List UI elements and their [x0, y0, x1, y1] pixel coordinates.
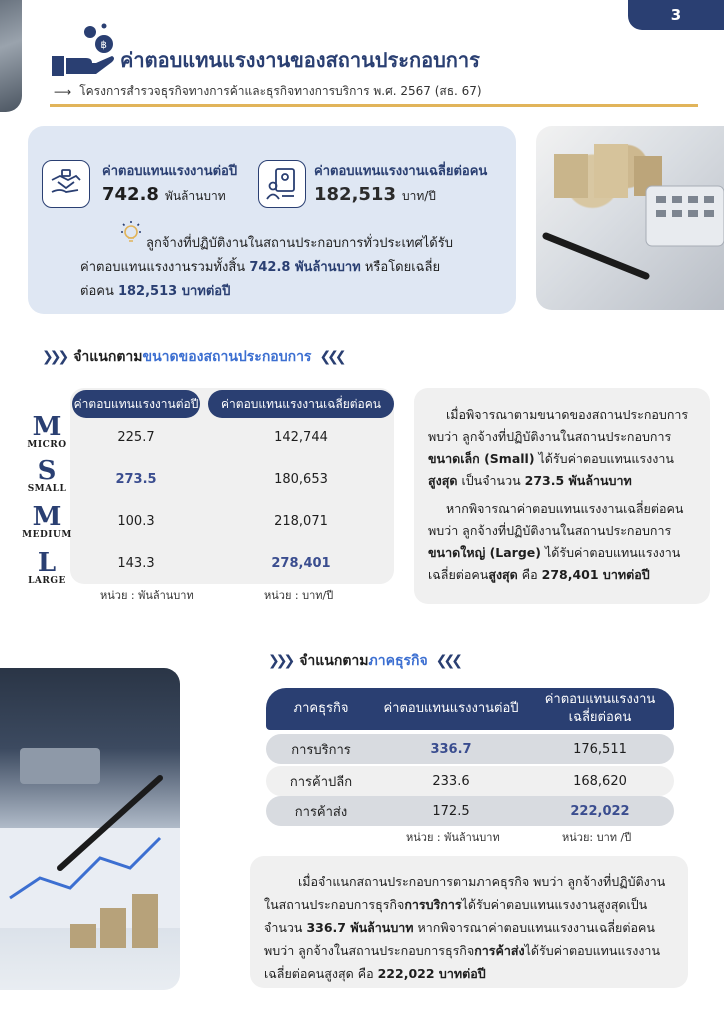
medium-annual: 100.3: [117, 514, 155, 529]
sector-name: การค้าส่ง: [294, 804, 348, 820]
size-col-header-per-person: ค่าตอบแทนแรงงานเฉลี่ยต่อคน: [208, 390, 394, 418]
stat-label-per-person: ค่าตอบแทนแรงงานเฉลี่ยต่อคน: [314, 164, 488, 179]
arrow-right-icon: ⟶: [54, 84, 72, 99]
heading-prefix: จำแนกตาม: [73, 349, 143, 365]
size-note: [414, 388, 710, 604]
title-rest: ของสถานประกอบการ: [290, 48, 480, 72]
corner-photo: [0, 0, 22, 112]
double-chevron-left-icon: ❮❮❮: [435, 653, 459, 669]
stat-unit-per-person: บาท/ปี: [401, 189, 436, 203]
large-per-person: 278,401: [271, 556, 331, 571]
size-name: SMALL: [27, 484, 67, 494]
subtitle-text: โครงการสำรวจธุรกิจทางการค้าและธุรกิจทางการบริการ พ.ศ. 2567 (สธ. 67): [79, 84, 482, 98]
summary-line-1: ลูกจ้างที่ปฏิบัติงานในสถานประกอบการทั่วประเทศได้รับ: [146, 236, 453, 251]
size-name: LARGE: [28, 576, 66, 586]
stat-per-person: [314, 184, 436, 206]
divider: [50, 104, 698, 107]
sector-unit-left: หน่วย : พันล้านบาท: [406, 831, 500, 844]
size-name: MEDIUM: [22, 530, 72, 540]
col3-line2: เฉลี่ยต่อคน: [568, 710, 632, 725]
handshake-money-icon: [42, 160, 90, 208]
size-col-header-annual: ค่าตอบแทนแรงงานต่อปี: [72, 390, 200, 418]
sector-unit-right: หน่วย: บาท /ปี: [562, 831, 632, 844]
sector-annual: 172.5: [432, 803, 470, 819]
size-unit-left: หน่วย : พันล้านบาท: [100, 589, 194, 602]
summary-total-bold: 742.8 พันล้านบาท: [249, 260, 361, 275]
micro-annual: 225.7: [117, 430, 155, 445]
heading-prefix: จำแนกตาม: [299, 653, 369, 669]
summary-text: [80, 232, 500, 304]
size-label-micro: [22, 414, 72, 450]
large-annual: 143.3: [117, 556, 155, 571]
page-number: 3: [628, 0, 724, 30]
summary-line-3: ต่อคน: [80, 284, 118, 299]
size-section-heading: [42, 346, 343, 368]
heading-highlight: ภาคธุรกิจ: [368, 653, 428, 669]
subtitle: [54, 82, 482, 101]
size-letter: M: [32, 412, 62, 442]
sector-col-per-person: [526, 688, 674, 730]
sector-name: การค้าปลีก: [289, 774, 353, 790]
size-label-large: [22, 550, 72, 586]
size-note-p2: หากพิจารณาค่าตอบแทนแรงงานเฉลี่ยต่อคน พบว่า ลูกจ้างที่ปฏิบัติงานในสถานประกอบการ ขนาดใหญ่ (Large) ได้รับค่าตอบแทนแรงงานเฉลี่ยต่อคนสูงสุด คือ 278,401 บาทต่อปี: [428, 501, 684, 582]
summary-average-bold: 182,513 บาทต่อปี: [117, 284, 231, 299]
size-letter: S: [37, 456, 57, 486]
sector-name: การบริการ: [291, 742, 351, 758]
sector-col-annual: ค่าตอบแทนแรงงานต่อปี: [383, 701, 519, 716]
table-row: [266, 766, 674, 796]
size-unit-right: หน่วย : บาท/ปี: [264, 589, 334, 602]
double-chevron-right-icon: ❯❯❯: [42, 349, 66, 365]
sector-per-person: 176,511: [573, 741, 627, 757]
sector-col-sector: ภาคธุรกิจ: [293, 701, 349, 716]
title-accent: ค่าตอบแทนแรงงาน: [120, 48, 291, 72]
col3-line1: ค่าตอบแทนแรงงาน: [544, 692, 656, 707]
size-name: MICRO: [27, 440, 67, 450]
sector-section-heading: [268, 650, 459, 672]
stat-annual: [102, 184, 226, 206]
stat-label-annual: ค่าตอบแทนแรงงานต่อปี: [102, 164, 238, 179]
coins-calculator-photo: [536, 126, 724, 310]
small-annual: 273.5: [115, 472, 157, 487]
page-title: [120, 44, 480, 76]
summary-line-2-post: หรือโดยเฉลี่ย: [360, 260, 441, 275]
small-per-person: 180,653: [274, 472, 328, 487]
size-label-medium: [18, 504, 76, 540]
micro-per-person: 142,744: [274, 430, 328, 445]
double-chevron-left-icon: ❮❮❮: [319, 349, 343, 365]
size-label-small: [22, 458, 72, 494]
sector-table-header: [266, 688, 674, 730]
sector-per-person: 168,620: [573, 773, 627, 789]
sector-per-person: 222,022: [570, 803, 630, 819]
stat-unit-annual: พันล้านบาท: [164, 189, 226, 203]
stat-value-per-person: 182,513: [314, 184, 396, 205]
table-row: [266, 734, 674, 764]
sector-annual: 233.6: [432, 773, 470, 789]
stat-value-annual: 742.8: [102, 184, 159, 205]
hand-coins-icon: [52, 22, 116, 78]
summary-line-2: ค่าตอบแทนแรงงานรวมทั้งสิ้น: [80, 260, 250, 275]
sector-annual: 336.7: [430, 741, 472, 757]
sector-note-text: เมื่อจำแนกสถานประกอบการตามภาคธุรกิจ พบว่า ลูกจ้างที่ปฏิบัติงานในสถานประกอบการธุรกิจการบริการได้รับค่าตอบแทนแรงงานสูงสุดเป็นจำนวน 336.7 พันล้านบาท หากพิจารณาค่าตอบแทนแรงงานเฉลี่ยต่อคน พบว่า ลูกจ้างในสถานประกอบการธุรกิจการค้าส่งได้รับค่าตอบแทนแรงงานเฉลี่ยต่อคนสูงสุด คือ 222,022 บาทต่อปี: [264, 874, 666, 981]
double-chevron-right-icon: ❯❯❯: [268, 653, 292, 669]
person-document-icon: [258, 160, 306, 208]
sector-note: [250, 856, 688, 988]
medium-per-person: 218,071: [274, 514, 328, 529]
size-note-p1: เมื่อพิจารณาตามขนาดของสถานประกอบการ พบว่า ลูกจ้างที่ปฏิบัติงานในสถานประกอบการ ขนาดเล็ก (Small) ได้รับค่าตอบแทนแรงงานสูงสุด เป็นจำนวน 273.5 พันล้านบาท: [428, 407, 689, 488]
svg-text:฿: ฿: [100, 40, 107, 51]
heading-highlight: ขนาดของสถานประกอบการ: [142, 349, 312, 365]
size-letter: L: [37, 548, 57, 578]
business-meeting-photo: [0, 668, 180, 990]
size-letter: M: [32, 502, 62, 532]
table-row: [266, 796, 674, 826]
